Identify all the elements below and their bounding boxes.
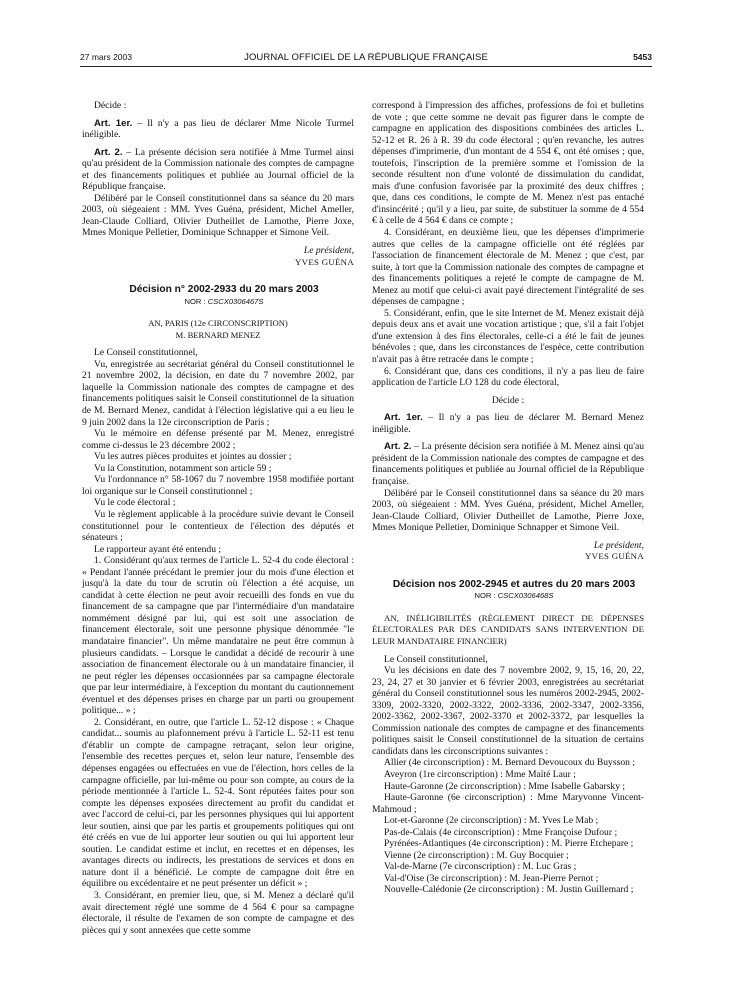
decision-title: Décision nos 2002-2945 et autres du 20 mars 2003 [392, 578, 636, 590]
article-1-text: – Il n'y a pas lieu de déclarer Mme Nicole Turmel inéligible. [82, 117, 354, 141]
article-2-text: – La présente décision sera notifiée à M. Menez ainsi qu'au président de la Commission nationale des comptes de campagne et des financements politiques et publiée au Journal officiel de la République française. [372, 441, 644, 487]
nor-code: CSCX0306467S [207, 296, 264, 306]
signature-name: YVES GUÉNA [585, 551, 644, 562]
paragraph: 4. Considérant, en deuxième lieu, que les dépenses d'imprimerie autres que celles de la campagne officielle ont été réglées par l'association de financement électorale de M. Menez ; que c'est, par suite, à tort que la Commission nationale des comptes de campagne et des financements politiques a rejeté le compte de campagne de M. Menez au motif que celui-ci avait payé directement l'intégralité de ses dépenses de campagne ; [372, 227, 644, 308]
paragraph: Vu l'ordonnance n° 58-1067 du 7 novembre 1958 modifiée portant loi organique sur le Conseil constitutionnel ; [82, 474, 354, 497]
paragraph: 2. Considérant, en outre, que l'article L. 52-12 dispose : « Chaque candidat... soumis au plafonnement prévu à l'article L. 52-11 est tenu d'établir un compte de campagne retraçant, selon leur origine, l'ensemble des recettes perçues et, selon leur nature, l'ensemble des dépenses engagées ou effectuées en vue de l'élection, hors celles de la campagne officielle, par lui-même ou pour son compte, au cours de la période mentionnée à l'article L. 52-4. Sont réputées faites pour son compte les dépenses exposées directement au profit du candidat et avec l'accord de celui-ci, par les personnes physiques qui lui apportent leur soutien, ainsi que par les partis et groupements politiques qui ont été créés en vue de lui apporter leur soutien ou qui lui apportent leur soutien. Le candidat estime et inclut, en recettes et en dépenses, les avantages directs ou indirects, les prestations de services et dons en nature dont il a bénéficié. Le compte de campagne doit être en équilibre ou excédentaire et ne peut présenter un déficit » ; [82, 716, 354, 890]
paragraph: 1. Considérant qu'aux termes de l'article L. 52-4 du code électoral : « Pendant l'année précédant le premier jour du mois d'une élection et jusqu'à la date du tour de scrutin où l'élection a été acquise, un candidat à cette élection ne peut avoir recueilli des fonds en vue du financement de sa campagne que par l'intermédiaire d'un mandataire nommément désigné par lui, qui est soit une association de financement électorale, soit une personne physique dénommée "le mandataire financier". Un même mandataire ne peut être commun à plusieurs candidats. – Lorsque le candidat a décidé de recourir à une association de financement électorale ou à un mandataire financier, il ne peut régler les dépenses occasionnées par sa campagne électorale que par leur intermédiaire, à l'exception du montant du cautionnement éventuel et des dépenses prises en charge par un parti ou groupement politique... » ; [82, 555, 354, 717]
nor-prefix: NOR : [184, 296, 208, 306]
page-header [80, 52, 652, 66]
circonscription-item: Aveyron (1re circonscription) : Mme Maïté Laur ; [384, 768, 576, 780]
article-2-label: Art. 2. [94, 146, 123, 158]
paragraph: Vu la Constitution, notamment son article 59 ; [94, 462, 272, 474]
article-1-label: Art. 1er. [94, 117, 133, 129]
circonscription-item: Val-de-Marne (7e circonscription) : M. Luc Gras ; [384, 861, 577, 873]
right-column [372, 100, 644, 896]
nor-prefix: NOR : [474, 591, 498, 601]
article-2 [82, 147, 354, 193]
decide-heading: Décide : [491, 394, 525, 406]
header-journal-title: JOURNAL OFFICIEL DE LA RÉPUBLIQUE FRANÇAISE [244, 52, 488, 63]
an-ineligibilites-heading: AN, INÉLIGIBILITÉS (RÈGLEMENT DIRECT DE DÉPENSES ÉLECTORALES PAR DES CANDIDATS SANS INTERVENTION DE LEUR MANDATAIRE FINANCIER) [372, 612, 644, 646]
left-column [82, 100, 354, 936]
header-date: 27 mars 2003 [80, 52, 132, 62]
circonscription-item: Haute-Garonne (6e circonscription) : Mme Maryvonne Vincent-Mahmoud ; [372, 792, 644, 815]
an-candidate: M. BERNARD MENEZ [175, 329, 261, 340]
article-2-text: – La présente décision sera notifiée à Mme Turmel ainsi qu'au président de la Commission nationale des comptes de campagne et des financements politiques et publiée au Journal officiel de la République française. [82, 146, 354, 193]
article-1 [372, 412, 644, 435]
signature-name: YVES GUÉNA [295, 256, 354, 267]
paragraph: Le Conseil constitutionnel, [94, 347, 198, 359]
nor-reference [82, 296, 354, 308]
delibere-paragraph: Délibéré par le Conseil constitutionnel dans sa séance du 20 mars 2003, où siégeaient : MM. Yves Guéna, président, Michel Ameller, Jean-Claude Colliard, Olivier Dutheillet de Lamothe, Pierre Joxe, Mmes Monique Pelletier, Dominique Schnapper et Simone Veil. [372, 487, 644, 534]
signature-role: Le président, [303, 245, 354, 257]
header-page-number: 5453 [633, 52, 652, 62]
article-1 [82, 118, 354, 141]
nor-code: CSCX0306468S [497, 591, 554, 601]
circonscription-item: Lot-et-Garonne (2e circonscription) : M. Yves Le Mab ; [384, 815, 599, 827]
paragraph: 6. Considérant que, dans ces conditions, il n'y a pas lieu de faire application de l'article LO 128 du code électoral, [372, 365, 644, 389]
decide-heading: Décide : [94, 100, 127, 111]
paragraph: Vu les autres pièces produites et jointes au dossier ; [94, 451, 292, 463]
paragraph: Vu, enregistrée au secrétariat général du Conseil constitutionnel le 21 novembre 2002, la décision, en date du 7 novembre 2002, par laquelle la Commission nationale des comptes de campagne et des financements politiques saisit le Conseil constitutionnel de la situation de M. Bernard Menez, candidat à l'élection législative qui a eu lieu le 9 juin 2002 dans la 12e circonscription de Paris ; [82, 358, 354, 428]
article-2-label: Art. 2. [384, 441, 412, 453]
circonscription-item: Val-d'Oise (3e circonscription) : M. Jean-Pierre Pernot ; [384, 872, 599, 884]
paragraph: Vu le code électoral ; [94, 497, 176, 509]
circonscription-item: Nouvelle-Calédonie (2e circonscription) : M. Justin Guillemard ; [384, 884, 634, 896]
header-rule [80, 66, 652, 67]
paragraph: Le Conseil constitutionnel, [384, 653, 488, 665]
circonscription-item: Pyrénées-Atlantiques (4e circonscription) : M. Pierre Etchepare ; [384, 838, 634, 850]
paragraph: 5. Considérant, enfin, que le site Internet de M. Menez existait déjà depuis deux ans et avait une vocation artistique ; que, s'il a fait l'objet d'une extension à des fins électorales, celle-ci a été le fait de jeunes bénévoles ; que, dans les circonstances de l'espèce, cette contribution n'avait pas à être retracée dans le compte ; [372, 307, 644, 366]
article-1-text: – Il n'y a pas lieu de déclarer M. Bernard Menez inéligible. [372, 412, 644, 435]
circonscription-item: Allier (4e circonscription) : M. Bernard Devoucoux du Buysson ; [384, 757, 635, 769]
paragraph: Vu les décisions en date des 7 novembre 2002, 9, 15, 16, 20, 22, 23, 24, 27 et 30 janvier et 6 février 2003, enregistrées au secrétariat général du Conseil constitutionnel sous les numéros 2002-2945, 2002-3309, 2002-3320, 2002-3322, 2002-3336, 2002-3347, 2002-3356, 2002-3362, 2002-3367, 2002-3370 et 2002-3372, par lesquelles la Commission nationale des comptes de campagne et des financements politiques saisit le Conseil constitutionnel de la situation de certains candidats dans les circonscriptions suivantes : [372, 665, 644, 757]
paragraph: correspond à l'impression des affiches, professions de foi et bulletins de vote ; que cette somme ne devait pas figurer dans le compte de campagne en application des dispositions combinées des articles L. 52-12 et R. 26 à R. 39 du code électoral ; qu'en revanche, les autres dépenses d'imprimerie, d'un montant de 4 554 €, ont été omises ; que, toutefois, l'inscription de la première somme et l'omission de la seconde résultent non d'une volonté de dissimulation du candidat, mais d'une confusion favorisée par la proximité des deux chiffres ; que, dans ces conditions, le compte de M. Menez n'est pas entaché d'insincérité ; qu'il y a lieu, par suite, de substituer la somme de 4 554 € à celle de 4 564 € dans ce compte ; [372, 100, 644, 227]
circonscription-item: Haute-Garonne (2e circonscription) : Mme Isabelle Gabarsky ; [384, 780, 626, 792]
paragraph: Le rapporteur ayant été entendu ; [94, 543, 222, 555]
paragraph: Vu le règlement applicable à la procédure suivie devant le Conseil constitutionnel pour le contentieux de l'élection des députés et sénateurs ; [82, 508, 354, 544]
circonscription-item: Pas-de-Calais (4e circonscription) : Mme Françoise Dufour ; [384, 826, 618, 838]
nor-reference [372, 590, 644, 602]
signature-role: Le président, [593, 539, 644, 551]
paragraph: 3. Considérant, en premier lieu, que, si M. Menez a déclaré qu'il avait directement réglé une somme de 4 564 € pour sa campagne électorale, il résulte de l'examen de son compte de campagne et des pièces qui y sont annexées que cette somme [82, 890, 354, 936]
article-1-label: Art. 1er. [384, 412, 423, 424]
decision-title: Décision n° 2002-2933 du 20 mars 2003 [129, 284, 319, 296]
an-circonscription: AN, PARIS (12e CIRCONSCRIPTION) [148, 318, 288, 329]
delibere-paragraph: Délibéré par le Conseil constitutionnel dans sa séance du 20 mars 2003, où siégeaient : MM. Yves Guéna, président, Michel Ameller, Jean-Claude Colliard, Olivier Dutheillet de Lamothe, Pierre Joxe, Mmes Monique Pelletier, Dominique Schnapper et Simone Veil. [82, 192, 354, 239]
circonscription-item: Vienne (2e circonscription) : M. Guy Bocquier ; [384, 849, 569, 861]
paragraph: Vu le mémoire en défense présenté par M. Menez, enregistré comme ci-dessus le 23 décembre 2002 ; [82, 428, 354, 451]
article-2 [372, 441, 644, 487]
